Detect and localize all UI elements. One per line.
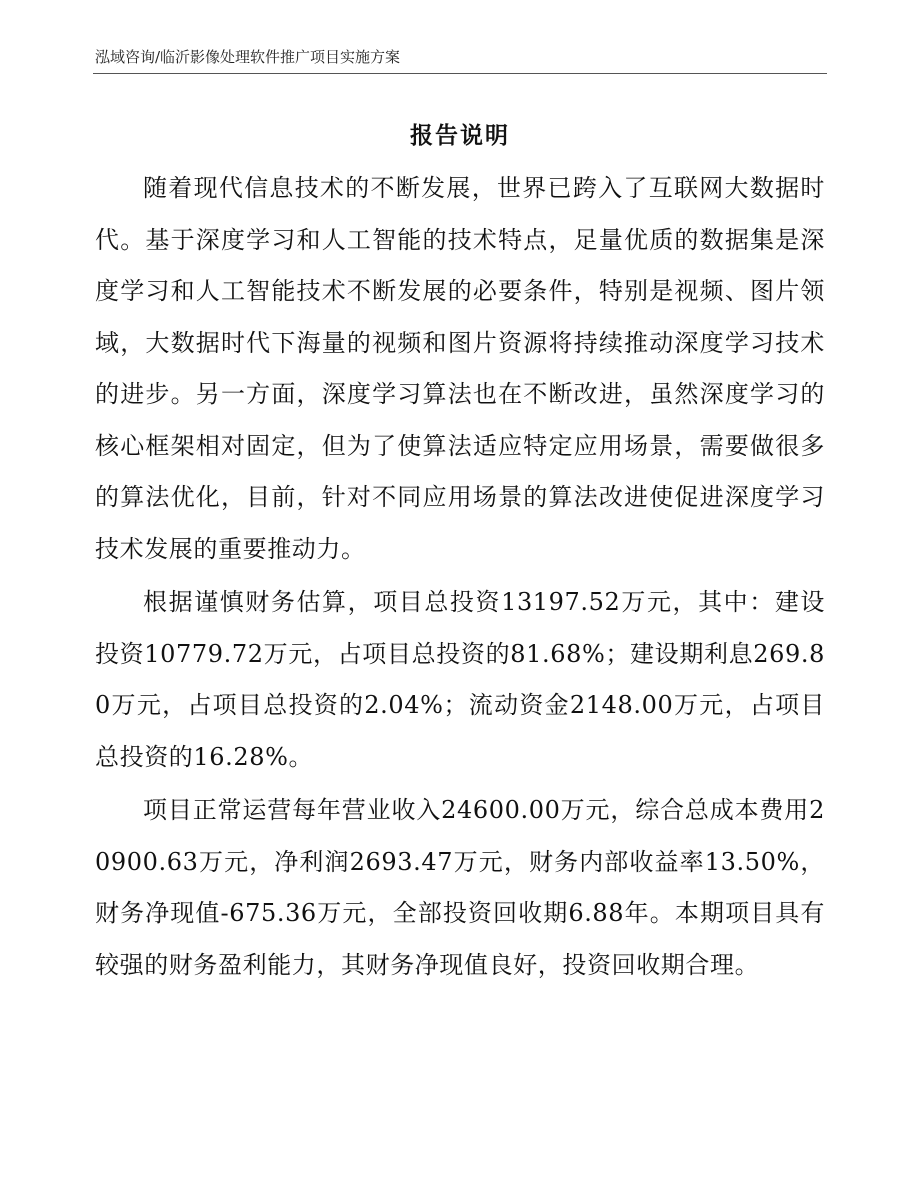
paragraph-financials: 项目正常运营每年营业收入24600.00万元，综合总成本费用20900.63万元，净利润2693.47万元，财务内部收益率13.50%，财务净现值-675.36万元，全部投资回收期6.88年。本期项目具有较强的财务盈利能力，其财务净现值良好，投资回收期合理。 bbox=[95, 796, 825, 979]
header-divider bbox=[93, 73, 827, 74]
paragraph-investment: 根据谨慎财务估算，项目总投资13197.52万元，其中：建设投资10779.72万元，占项目总投资的81.68%；建设期利息269.80万元，占项目总投资的2.04%；流动资金2148.00万元，占项目总投资的16.28%。 bbox=[95, 588, 825, 771]
section-title: 报告说明 bbox=[410, 122, 510, 149]
running-header: 泓域咨询/临沂影像处理软件推广项目实施方案 bbox=[95, 48, 401, 66]
body-text bbox=[95, 163, 825, 993]
paragraph-background: 随着现代信息技术的不断发展，世界已跨入了互联网大数据时代。基于深度学习和人工智能的技术特点，足量优质的数据集是深度学习和人工智能技术不断发展的必要条件，特别是视频、图片领域，大数据时代下海量的视频和图片资源将持续推动深度学习技术的进步。另一方面，深度学习算法也在不断改进，虽然深度学习的核心框架相对固定，但为了使算法适应特定应用场景，需要做很多的算法优化，目前，针对不同应用场景的算法改进使促进深度学习技术发展的重要推动力。 bbox=[95, 174, 825, 563]
